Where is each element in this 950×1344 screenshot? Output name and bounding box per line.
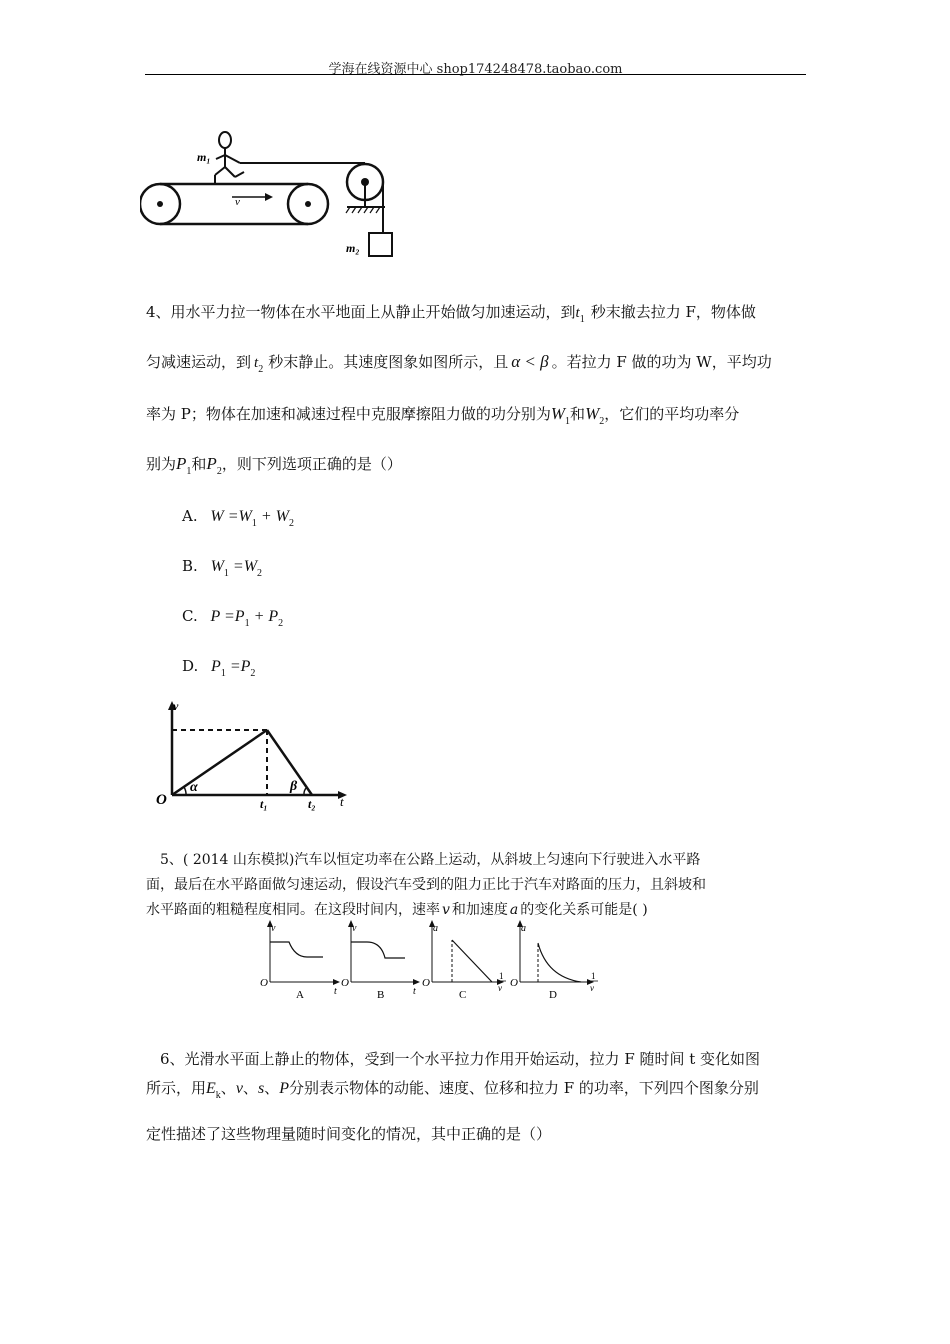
q4-line4: 别为$P_1$和$P_2$，则下列选项正确的是（）: [146, 454, 402, 477]
q5-line1: 5、( 2014 山东模拟)汽车以恒定功率在公路上运动，从斜坡上匀速向下行驶进入水平路: [160, 852, 701, 868]
vt-beta-label: β: [290, 779, 298, 794]
header-rule: [145, 74, 806, 75]
svg-text:v: v: [271, 923, 276, 934]
q4-line2: 匀减速运动，到 $t_2$ 秒末静止。其速度图象如图所示，且 α < β 。若拉力 F 做的功为 W，平均功: [146, 352, 772, 375]
q5-graph-c: [422, 920, 506, 1000]
q5-graph-a: [260, 920, 340, 1000]
q6-line1: 6、光滑水平面上静止的物体，受到一个水平拉力作用开始运动，拉力 F 随时间 t 变化如图: [160, 1050, 761, 1068]
vt-x-label: t: [340, 794, 344, 809]
svg-text:O: O: [422, 977, 430, 989]
q5-line2: 面，最后在水平路面做匀速运动，假设汽车受到的阻力正比于汽车对路面的压力，且斜坡和: [146, 877, 706, 893]
svg-text:O: O: [510, 977, 518, 989]
svg-text:v: v: [590, 983, 594, 993]
mass-m2-label: m₂: [346, 241, 360, 255]
q4-line1: 4、用水平力拉一物体在水平地面上从静止开始做匀加速运动，到$t_1$ 秒末撤去拉力 F，物体做: [146, 303, 756, 325]
svg-text:t: t: [413, 986, 416, 997]
treadmill-figure: [140, 125, 410, 265]
q4-line3: 率为 P；物体在加速和减速过程中克服摩擦阻力做的功分别为$W_1$和$W_2$，它们的平均功率分: [146, 404, 740, 427]
vt-t2-label: t₂: [308, 797, 316, 811]
svg-text:a: a: [521, 923, 526, 934]
mass-m1-label: m₁: [197, 150, 211, 164]
svg-text:a: a: [433, 923, 438, 934]
q5-graph-b: [341, 920, 420, 1000]
q4-option-a[interactable]: A. $W =W_1 + W_2$: [182, 507, 294, 529]
q4-option-b[interactable]: B. $W_1 =W_2$: [182, 557, 263, 579]
q6-line2: 所示，用$E_k$、v、s、P分别表示物体的动能、速度、位移和拉力 F 的功率，下列四个图象分别: [146, 1079, 759, 1101]
svg-text:O: O: [341, 977, 349, 989]
header-site: 学海在线资源中心: [328, 62, 433, 77]
vt-y-label: v: [173, 699, 179, 713]
belt-velocity-label: v: [235, 196, 240, 208]
vt-alpha-label: α: [190, 780, 198, 795]
svg-text:v: v: [352, 923, 357, 934]
svg-text:t: t: [334, 986, 337, 997]
q5-graphs: [255, 915, 610, 1000]
header-shop: shop174248478.taobao.com: [436, 62, 623, 77]
svg-text:B: B: [377, 989, 385, 1000]
svg-text:C: C: [459, 989, 467, 1000]
q5-graph-d: [510, 920, 598, 1000]
svg-text:1: 1: [499, 971, 504, 981]
vt-origin-label: O: [156, 792, 167, 808]
svg-text:A: A: [296, 989, 304, 1000]
svg-text:D: D: [549, 989, 557, 1000]
svg-text:1: 1: [591, 971, 596, 981]
q5-line3: 水平路面的粗糙程度相同。在这段时间内，速率 v 和加速度 a 的变化关系可能是( ): [146, 902, 648, 918]
svg-text:v: v: [498, 983, 502, 993]
q4-option-d[interactable]: D. $P_1 =P_2$: [182, 657, 256, 679]
vt-t1-label: t₁: [260, 797, 268, 811]
vt-graph-figure: [152, 698, 362, 813]
svg-text:O: O: [260, 977, 268, 989]
q4-option-c[interactable]: C. $P =P_1 + P_2$: [182, 607, 284, 629]
q6-line3: 定性描述了这些物理量随时间变化的情况，其中正确的是（）: [146, 1125, 552, 1143]
